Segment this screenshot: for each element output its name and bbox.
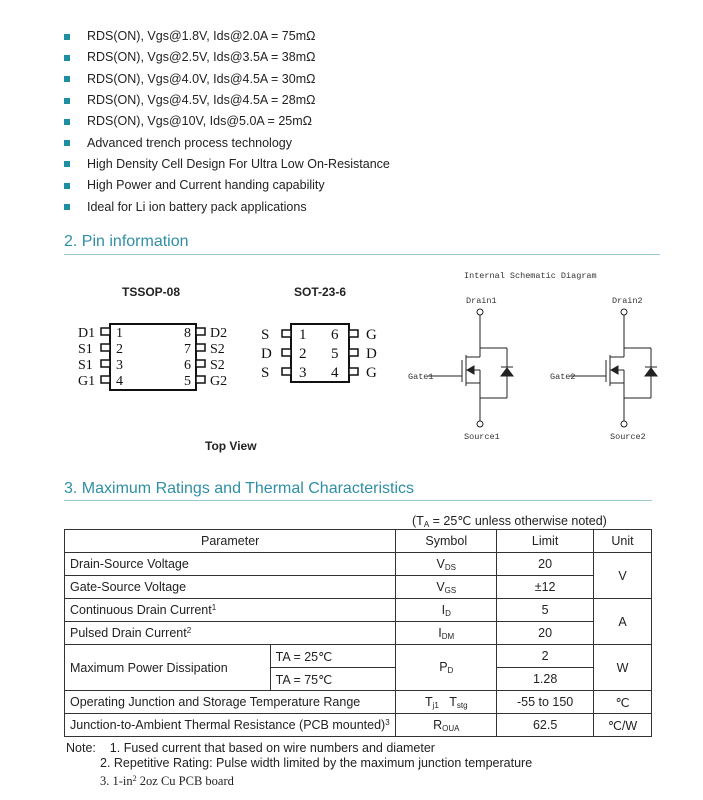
- pin-number: 3: [299, 365, 307, 381]
- param-cell: Junction-to-Ambient Thermal Resistance (PCB mounted)$^3$: [65, 714, 396, 737]
- tssop-package-diagram: [70, 318, 240, 394]
- feature-item: [64, 175, 390, 196]
- param-cell: Maximum Power Dissipation: [65, 645, 271, 691]
- unit-cell: ℃: [594, 691, 652, 714]
- pin-name: G: [366, 327, 377, 343]
- symbol-cell: $I_D$: [396, 599, 497, 622]
- header-limit: Limit: [497, 530, 594, 553]
- pin-number: 4: [116, 374, 123, 389]
- limit-cell: 20: [497, 622, 594, 645]
- condition-rest: = 25℃ unless otherwise noted): [429, 514, 607, 528]
- bullet-icon: [64, 204, 70, 210]
- feature-text: RDS(ON), Vgs@2.5V, Ids@3.5A = 38mΩ: [87, 50, 316, 65]
- feature-item: [64, 47, 390, 68]
- pin-name: S1: [78, 342, 93, 357]
- source2-label: Source2: [610, 432, 646, 442]
- condition-cell: TA = 25℃: [270, 645, 396, 668]
- mosfet2-symbol: [570, 309, 657, 427]
- bullet-icon: [64, 55, 70, 61]
- ratings-table: [64, 529, 652, 737]
- pin-name: S: [261, 365, 270, 381]
- unit-cell: ℃/W: [594, 714, 652, 737]
- pin-name: S2: [210, 358, 225, 373]
- pin-number: 2: [116, 342, 123, 357]
- symbol-cell: $R_{OUA}$: [396, 714, 497, 737]
- symbol-cell: $V_{GS}$: [396, 576, 497, 599]
- param-cell: Operating Junction and Storage Temperature Range: [65, 691, 396, 714]
- pin-number: 3: [116, 358, 123, 373]
- top-view-label: Top View: [205, 439, 257, 453]
- bullet-icon: [64, 119, 70, 125]
- feature-text: RDS(ON), Vgs@4.0V, Ids@4.5A = 30mΩ: [87, 71, 316, 86]
- table-row: [65, 622, 652, 645]
- bullet-icon: [64, 34, 70, 40]
- feature-item: [64, 90, 390, 111]
- pin-name: D: [261, 346, 272, 362]
- feature-text: Advanced trench process technology: [87, 135, 292, 150]
- feature-item: [64, 196, 390, 217]
- pin-number: 7: [184, 342, 191, 357]
- feature-text: High Power and Current handing capability: [87, 178, 325, 193]
- limit-cell: 1.28: [497, 668, 594, 691]
- unit-cell: V: [594, 553, 652, 599]
- header-unit: Unit: [594, 530, 652, 553]
- limit-cell: 62.5: [497, 714, 594, 737]
- param-cell: Continuous Drain Current$^1$: [65, 599, 396, 622]
- param-cell: Drain-Source Voltage: [65, 553, 396, 576]
- pin-name: D2: [210, 326, 228, 341]
- feature-text: RDS(ON), Vgs@1.8V, Ids@2.0A = 75mΩ: [87, 29, 316, 44]
- pin-name: G1: [78, 374, 96, 389]
- test-condition: [412, 513, 607, 529]
- gate1-label: Gate1: [408, 372, 434, 382]
- unit-cell: A: [594, 599, 652, 645]
- header-symbol: Symbol: [396, 530, 497, 553]
- param-cell: Gate-Source Voltage: [65, 576, 396, 599]
- pin-number: 5: [331, 346, 339, 362]
- source1-label: Source1: [464, 432, 500, 442]
- pin-number: 4: [331, 365, 339, 381]
- feature-item: [64, 154, 390, 175]
- feature-item: [64, 111, 390, 132]
- symbol-cell: $I_{DM}$: [396, 622, 497, 645]
- symbol-cell: $P_D$: [396, 645, 497, 691]
- condition-subscript: A: [423, 520, 430, 529]
- note-line-1: [66, 741, 435, 756]
- limit-cell: 5: [497, 599, 594, 622]
- condition-cell: TA = 75℃: [270, 668, 396, 691]
- table-row: [65, 576, 652, 599]
- table-row: [65, 714, 652, 737]
- pin-number: 8: [184, 326, 191, 341]
- gate2-label: Gate2: [550, 372, 576, 382]
- symbol-cell: $T_{j1}$ $T_{stg}$: [396, 691, 497, 714]
- pin-number: 2: [299, 346, 307, 362]
- pin-number: 1: [299, 327, 307, 343]
- feature-item: [64, 69, 390, 90]
- bullet-icon: [64, 140, 70, 146]
- pin-name: D: [366, 346, 377, 362]
- section-divider: [64, 500, 652, 501]
- limit-cell: 20: [497, 553, 594, 576]
- ratings-title: 3. Maximum Ratings and Thermal Characteristics: [64, 480, 415, 497]
- pin-name: S1: [78, 358, 93, 373]
- table-row: [65, 691, 652, 714]
- note-2: 2. Repetitive Rating: Pulse width limited by the maximum junction temperature: [100, 756, 533, 770]
- pin-number: 5: [184, 374, 191, 389]
- limit-cell: 2: [497, 645, 594, 668]
- param-cell: Pulsed Drain Current$^2$: [65, 622, 396, 645]
- feature-text: RDS(ON), Vgs@4.5V, Ids@4.5A = 28mΩ: [87, 93, 316, 108]
- bullet-icon: [64, 161, 70, 167]
- internal-schematic-diagram: [400, 266, 690, 446]
- schematic-title: Internal Schematic Diagram: [464, 271, 597, 281]
- note-1: 1. Fused current that based on wire numbers and diameter: [109, 741, 435, 755]
- section-divider: [64, 254, 660, 255]
- pin-name: G2: [210, 374, 228, 389]
- feature-text: Ideal for Li ion battery pack applications: [87, 199, 307, 214]
- limit-cell: ±12: [497, 576, 594, 599]
- limit-cell: -55 to 150: [497, 691, 594, 714]
- feature-text: RDS(ON), Vgs@10V, Ids@5.0A = 25mΩ: [87, 114, 312, 129]
- note-3: 3. $1-in^2$ 2oz Cu PCB board: [100, 774, 234, 788]
- sot-package-diagram: [255, 318, 385, 388]
- feature-text: High Density Cell Design For Ultra Low On-Resistance: [87, 156, 390, 171]
- sot-label: SOT-23-6: [294, 285, 347, 299]
- pin-name: G: [366, 365, 377, 381]
- drain2-label: Drain2: [612, 296, 643, 306]
- pin-number: 1: [116, 326, 123, 341]
- mosfet1-symbol: [428, 309, 513, 427]
- drain1-label: Drain1: [466, 296, 497, 306]
- table-row: [65, 599, 652, 622]
- table-row: [65, 645, 652, 668]
- pin-number: 6: [184, 358, 191, 373]
- table-row: [65, 553, 652, 576]
- pin-name: D1: [78, 326, 96, 341]
- bullet-icon: [64, 76, 70, 82]
- tssop-label: TSSOP-08: [122, 285, 181, 299]
- pin-name: S2: [210, 342, 225, 357]
- bullet-icon: [64, 183, 70, 189]
- condition-prefix: (T: [412, 514, 424, 528]
- header-parameter: Parameter: [65, 530, 396, 553]
- feature-item: [64, 26, 390, 47]
- symbol-cell: $V_{DS}$: [396, 553, 497, 576]
- pin-info-title: 2. Pin information: [64, 233, 189, 250]
- feature-item: [64, 132, 390, 153]
- bullet-icon: [64, 98, 70, 104]
- feature-list: [64, 26, 390, 218]
- unit-cell: W: [594, 645, 652, 691]
- table-header-row: [65, 530, 652, 553]
- pin-number: 6: [331, 327, 339, 343]
- note-label: Note:: [66, 741, 96, 755]
- pin-name: S: [261, 327, 270, 343]
